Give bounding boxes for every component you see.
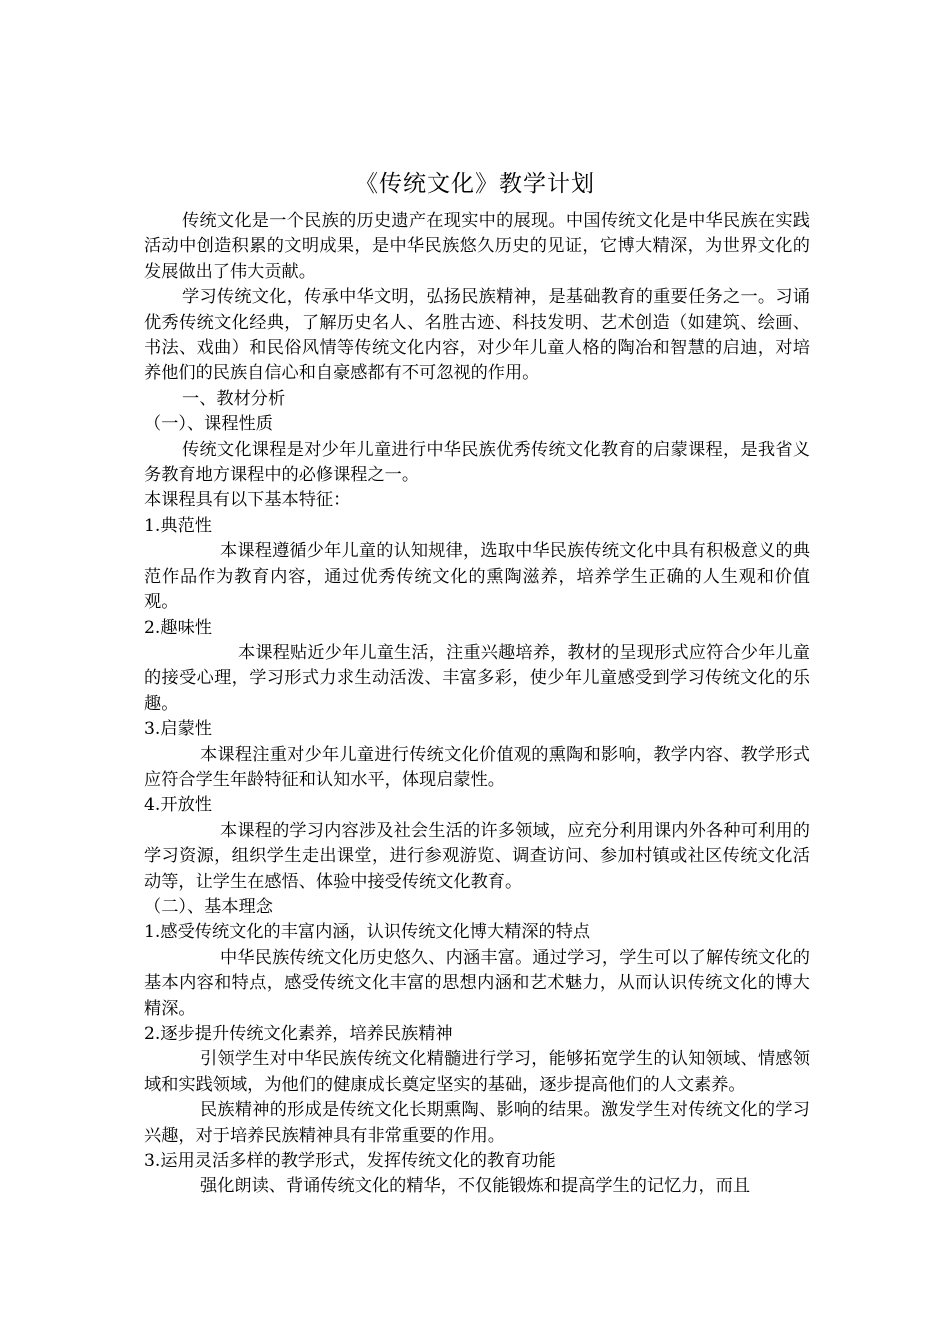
document-paragraph: （二）、基本理念	[144, 896, 273, 917]
document-paragraph: 3.启蒙性	[144, 719, 212, 740]
document-paragraph: 2.逐步提升传统文化素养，培养民族精神	[144, 1024, 453, 1044]
document-paragraph: 学习传统文化，传承中华文明，弘扬民族精神，是基础教育的重要任务之一。习诵优秀传统文化经典，了解历史名人、名胜古迹、科技发明、艺术创造（如建筑、绘画、书法、戏曲）和民俗风情等传统文化内容，对少年儿童人格的陶冶和智慧的启迪，对培养他们的民族自信心和自豪感都有不可忽视的作用。	[144, 287, 810, 384]
document-paragraph: 本课程贴近少年儿童生活，注重兴趣培养，教材的呈现形式应符合少年儿童的接受心理，学习形式力求生动活泼、丰富多彩，使少年儿童感受到学习传统文化的乐趣。	[144, 642, 810, 714]
document-paragraph: 引领学生对中华民族传统文化精髓进行学习，能够拓宽学生的认知领域、情感领域和实践领域，为他们的健康成长奠定坚实的基础，逐步提高他们的人文素养。	[144, 1049, 810, 1095]
document-paragraph: 本课程的学习内容涉及社会生活的许多领域，应充分利用课内外各种可利用的学习资源，组织学生走出课堂，进行参观游览、调查访问、参加村镇或社区传统文化活动等，让学生在感悟、体验中接受传统文化教育。	[144, 820, 810, 892]
document-paragraph: 民族精神的形成是传统文化长期熏陶、影响的结果。激发学生对传统文化的学习兴趣，对于培养民族精神具有非常重要的作用。	[144, 1100, 810, 1146]
document-paragraph: （一）、课程性质	[144, 414, 273, 435]
document-paragraph: 本课程遵循少年儿童的认知规律，选取中华民族传统文化中具有积极意义的典范作品作为教育内容，通过优秀传统文化的熏陶滋养，培养学生正确的人生观和价值观。	[144, 541, 810, 613]
document-title: 《传统文化》教学计划	[355, 171, 595, 197]
document-paragraph: 2.趣味性	[144, 617, 212, 638]
document-paragraph: 1.典范性	[144, 515, 212, 536]
document-paragraph: 本课程具有以下基本特征：	[144, 490, 351, 511]
document-paragraph: 中华民族传统文化历史悠久、内涵丰富。通过学习，学生可以了解传统文化的基本内容和特点，感受传统文化丰富的思想内涵和艺术魅力，从而认识传统文化的博大精深。	[144, 947, 810, 1019]
document-paragraph: 3.运用灵活多样的教学形式，发挥传统文化的教育功能	[144, 1151, 556, 1172]
document-paragraph: 强化朗读、背诵传统文化的精华，不仅能锻炼和提高学生的记忆力，而且	[200, 1176, 751, 1197]
document-paragraph: 1.感受传统文化的丰富内涵，认识传统文化博大精深的特点	[144, 922, 591, 943]
document-paragraph: 传统文化是一个民族的历史遗产在现实中的展现。中国传统文化是中华民族在实践活动中创造积累的文明成果，是中华民族悠久历史的见证，它博大精深，为世界文化的发展做出了伟大贡献。	[144, 211, 810, 282]
document-paragraph: 传统文化课程是对少年儿童进行中华民族优秀传统文化教育的启蒙课程，是我省义务教育地方课程中的必修课程之一。	[144, 439, 810, 486]
document-paragraph: 4.开放性	[144, 795, 212, 816]
document-body	[144, 209, 810, 1200]
document-paragraph: 本课程注重对少年儿童进行传统文化价值观的熏陶和影响，教学内容、教学形式应符合学生年龄特征和认知水平，体现启蒙性。	[144, 744, 810, 790]
document-paragraph: 一、教材分析	[182, 388, 286, 409]
